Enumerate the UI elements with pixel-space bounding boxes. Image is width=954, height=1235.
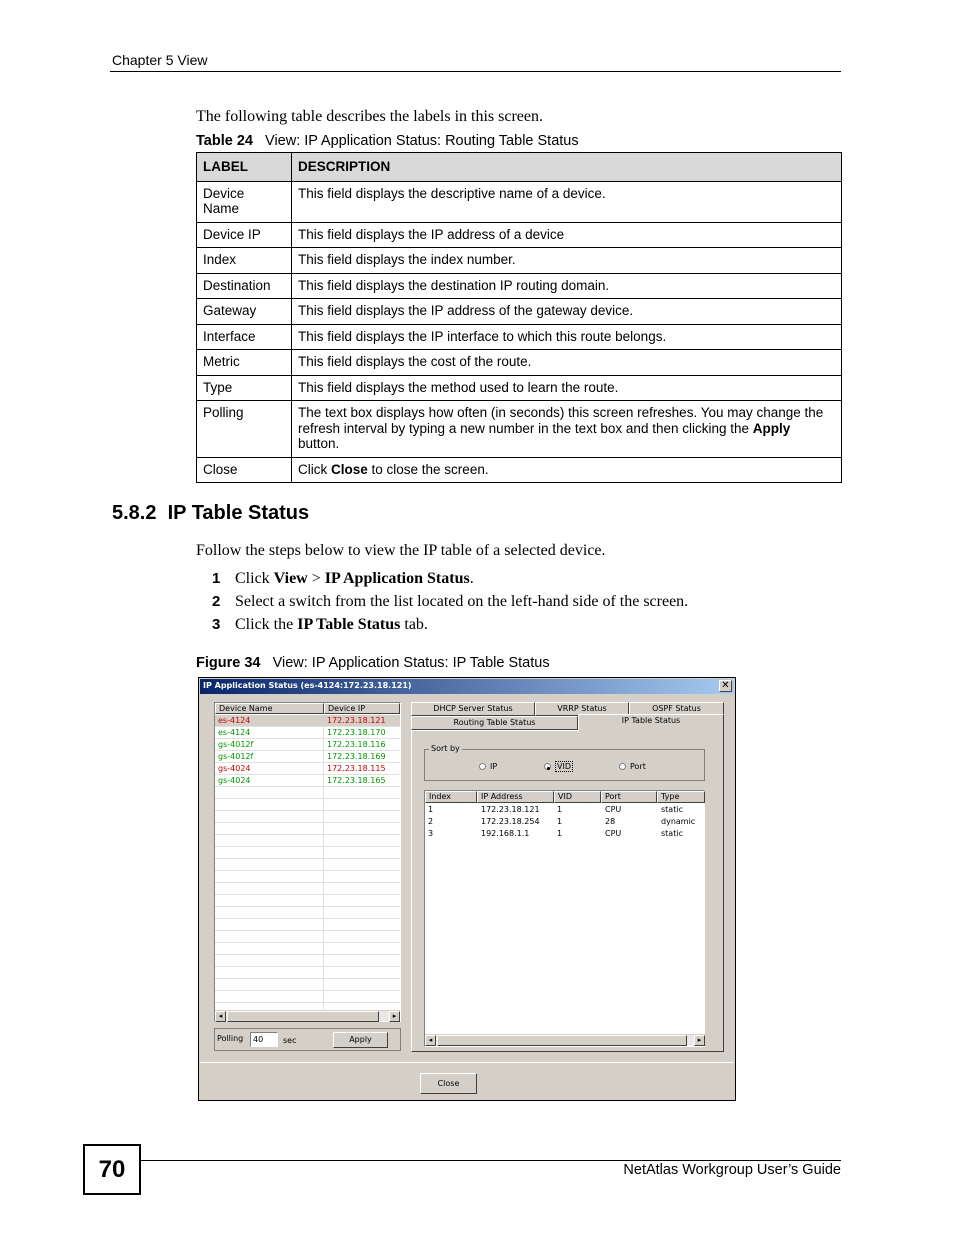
step-text-part: .: [469, 570, 474, 587]
row-description: This field displays the IP address of the gateway device.: [292, 299, 842, 325]
ip-address-column-header[interactable]: IP Address: [477, 791, 554, 803]
table-row: [197, 324, 842, 350]
device-name-column-header[interactable]: Device Name: [215, 703, 324, 714]
sort-by-legend: Sort by: [431, 744, 460, 753]
row-label: Gateway: [197, 299, 292, 325]
guide-title: NetAtlas Workgroup User’s Guide: [623, 1162, 841, 1178]
row-label: Interface: [197, 324, 292, 350]
device-row[interactable]: [215, 775, 400, 787]
scroll-thumb[interactable]: [437, 1035, 687, 1046]
intro-text: The following table describes the labels in this screen.: [196, 108, 544, 125]
cell-vid: 1: [557, 829, 563, 838]
step-bold: IP Table Status: [297, 616, 401, 633]
empty-row: [215, 967, 400, 979]
step-number: 3: [212, 616, 221, 633]
table-row: [197, 248, 842, 274]
cell-type: static: [661, 805, 683, 814]
radio-label: Port: [630, 762, 646, 771]
desc-bold: Apply: [752, 420, 791, 436]
ip-table: [424, 790, 705, 1047]
polling-unit: sec: [283, 1036, 297, 1045]
empty-row: [215, 883, 400, 895]
empty-row: [215, 931, 400, 943]
device-ip: 172.23.18.121: [327, 716, 386, 725]
cell-ip: 172.23.18.121: [481, 805, 540, 814]
port-column-header[interactable]: Port: [601, 791, 657, 803]
row-label: Index: [197, 248, 292, 274]
scroll-left-icon[interactable]: ◂: [425, 1035, 436, 1046]
row-label-text: Device Name: [203, 185, 245, 216]
device-ip: 172.23.18.170: [327, 728, 386, 737]
step-bold: IP Application Status: [324, 570, 470, 587]
device-row[interactable]: [215, 751, 400, 763]
table-row: [197, 401, 842, 458]
table-row: [197, 350, 842, 376]
device-list-scrollbar[interactable]: [215, 1010, 400, 1021]
device-row[interactable]: [215, 739, 400, 751]
step-text-part: Click the: [235, 616, 298, 633]
row-description: [292, 401, 842, 458]
empty-row: [215, 859, 400, 871]
table-row: [197, 299, 842, 325]
table-row: [197, 222, 842, 248]
close-icon[interactable]: ✕: [719, 680, 732, 692]
device-row[interactable]: [215, 763, 400, 775]
cell-vid: 1: [557, 817, 563, 826]
radio-label: IP: [490, 762, 498, 771]
device-row[interactable]: [215, 727, 400, 739]
window-title: IP Application Status (es-4124:172.23.18.121): [203, 681, 412, 690]
cell-index: 3: [428, 829, 434, 838]
cell-port: CPU: [605, 805, 622, 814]
tab-ospf-status[interactable]: OSPF Status: [629, 702, 724, 716]
radio-label: VID: [557, 762, 571, 771]
row-description: This field displays the IP address of a device: [292, 222, 842, 248]
step-number: 2: [212, 593, 221, 610]
scroll-thumb[interactable]: [227, 1011, 379, 1022]
empty-row: [215, 799, 400, 811]
step-text-part: Click: [235, 570, 274, 587]
empty-row: [215, 787, 400, 799]
row-description: This field displays the descriptive name of a device.: [292, 181, 842, 222]
device-name: gs-4012f: [218, 740, 254, 749]
row-label: Metric: [197, 350, 292, 376]
table-row: [197, 181, 842, 222]
polling-input[interactable]: 40: [250, 1032, 278, 1047]
step-number: 1: [212, 570, 221, 587]
empty-row: [215, 979, 400, 991]
device-row-selected[interactable]: [215, 715, 400, 727]
device-ip: 172.23.18.115: [327, 764, 386, 773]
table-row: [197, 375, 842, 401]
desc-text: to close the screen.: [367, 461, 489, 477]
label-description-table: [196, 152, 842, 483]
table-row[interactable]: [425, 816, 705, 828]
ip-table-scrollbar[interactable]: [425, 1034, 705, 1045]
row-description: This field displays the cost of the route.: [292, 350, 842, 376]
header-rule: [110, 71, 841, 72]
step-bold: View: [273, 570, 308, 587]
label-column-header: LABEL: [197, 153, 292, 182]
divider: [200, 1062, 734, 1063]
empty-row: [215, 907, 400, 919]
cell-vid: 1: [557, 805, 563, 814]
footer-rule: [140, 1160, 841, 1161]
step-text: [235, 570, 474, 588]
step-text: [235, 616, 428, 634]
row-label: Polling: [197, 401, 292, 458]
table-header-row: [197, 153, 842, 182]
table-row: [197, 273, 842, 299]
empty-row: [215, 811, 400, 823]
table-caption-text: View: IP Application Status: Routing Table Status: [265, 133, 579, 149]
table-row: [197, 457, 842, 483]
vid-column-header[interactable]: VID: [554, 791, 601, 803]
cell-type: dynamic: [661, 817, 696, 826]
device-name: es-4124: [218, 728, 251, 737]
radio-selected-icon: [544, 763, 551, 770]
empty-row: [215, 835, 400, 847]
close-button[interactable]: Close: [420, 1073, 477, 1094]
window-titlebar: [200, 679, 734, 694]
desc-text: button.: [298, 436, 340, 451]
empty-row: [215, 895, 400, 907]
tab-routing-table-status[interactable]: Routing Table Status: [411, 716, 578, 730]
section-intro: Follow the steps below to view the IP table of a selected device.: [196, 542, 606, 559]
desc-text: Click: [298, 461, 331, 477]
desc-text: The text box displays how often (in seconds) this screen refreshes. You may change the refresh interval by typing a new number in the text box and then clicking the: [298, 405, 824, 436]
ip-table-panel: [411, 730, 724, 1052]
empty-row: [215, 847, 400, 859]
chapter-header: Chapter 5 View: [112, 52, 208, 68]
figure-caption-text: View: IP Application Status: IP Table Status: [272, 655, 550, 671]
row-label: [197, 181, 292, 222]
type-column-header[interactable]: Type: [657, 791, 705, 803]
empty-row: [215, 871, 400, 883]
cell-ip: 192.168.1.1: [481, 829, 530, 838]
cell-port: CPU: [605, 829, 622, 838]
section-title: 5.8.2 IP Table Status: [112, 502, 310, 524]
device-name: gs-4024: [218, 776, 251, 785]
row-label: Destination: [197, 273, 292, 299]
device-list: [214, 702, 401, 1022]
cell-ip: 172.23.18.254: [481, 817, 540, 826]
index-column-header[interactable]: Index: [425, 791, 477, 803]
description-column-header: DESCRIPTION: [292, 153, 842, 182]
step-text: Select a switch from the list located on the left-hand side of the screen.: [235, 593, 689, 610]
device-ip-column-header[interactable]: Device IP: [324, 703, 400, 714]
cell-port: 28: [605, 817, 616, 826]
polling-label: Polling: [217, 1034, 244, 1043]
row-label: Close: [197, 457, 292, 483]
step-text-part: tab.: [400, 616, 428, 633]
step-text-part: >: [307, 570, 325, 587]
empty-row: [215, 943, 400, 955]
device-name: es-4124: [218, 716, 251, 725]
row-description: This field displays the destination IP routing domain.: [292, 273, 842, 299]
cell-type: static: [661, 829, 683, 838]
empty-row: [215, 991, 400, 1003]
scroll-right-icon[interactable]: ▸: [389, 1011, 400, 1022]
device-ip: 172.23.18.165: [327, 776, 386, 785]
sort-by-group: [424, 744, 705, 781]
empty-row: [215, 823, 400, 835]
row-description: This field displays the method used to learn the route.: [292, 375, 842, 401]
radio-icon: [619, 763, 626, 770]
page-number: 70: [83, 1144, 141, 1195]
empty-row: [215, 919, 400, 931]
row-description: This field displays the IP interface to which this route belongs.: [292, 324, 842, 350]
tab-dhcp-server-status[interactable]: DHCP Server Status: [411, 702, 535, 716]
scroll-left-icon[interactable]: ◂: [215, 1011, 226, 1022]
table-caption-label: Table 24: [196, 133, 253, 149]
device-ip: 172.23.18.116: [327, 740, 386, 749]
cell-index: 2: [428, 817, 434, 826]
row-description: [292, 457, 842, 483]
device-ip: 172.23.18.169: [327, 752, 386, 761]
row-description: This field displays the index number.: [292, 248, 842, 274]
apply-button[interactable]: Apply: [333, 1032, 388, 1048]
row-label: Type: [197, 375, 292, 401]
table-row[interactable]: [425, 828, 705, 840]
table-row[interactable]: [425, 804, 705, 816]
device-name: gs-4012f: [218, 752, 254, 761]
row-label: Device IP: [197, 222, 292, 248]
desc-bold: Close: [331, 461, 368, 477]
cell-index: 1: [428, 805, 434, 814]
tab-vrrp-status[interactable]: VRRP Status: [535, 702, 629, 716]
table-caption: [196, 133, 579, 149]
figure-caption-label: Figure 34: [196, 655, 261, 671]
radio-icon: [479, 763, 486, 770]
ip-application-status-window: [198, 677, 736, 1101]
tab-ip-table-status[interactable]: IP Table Status: [578, 714, 724, 732]
polling-box: [214, 1028, 401, 1051]
device-name: gs-4024: [218, 764, 251, 773]
empty-row: [215, 955, 400, 967]
scroll-right-icon[interactable]: ▸: [694, 1035, 705, 1046]
figure-caption: [196, 655, 550, 671]
